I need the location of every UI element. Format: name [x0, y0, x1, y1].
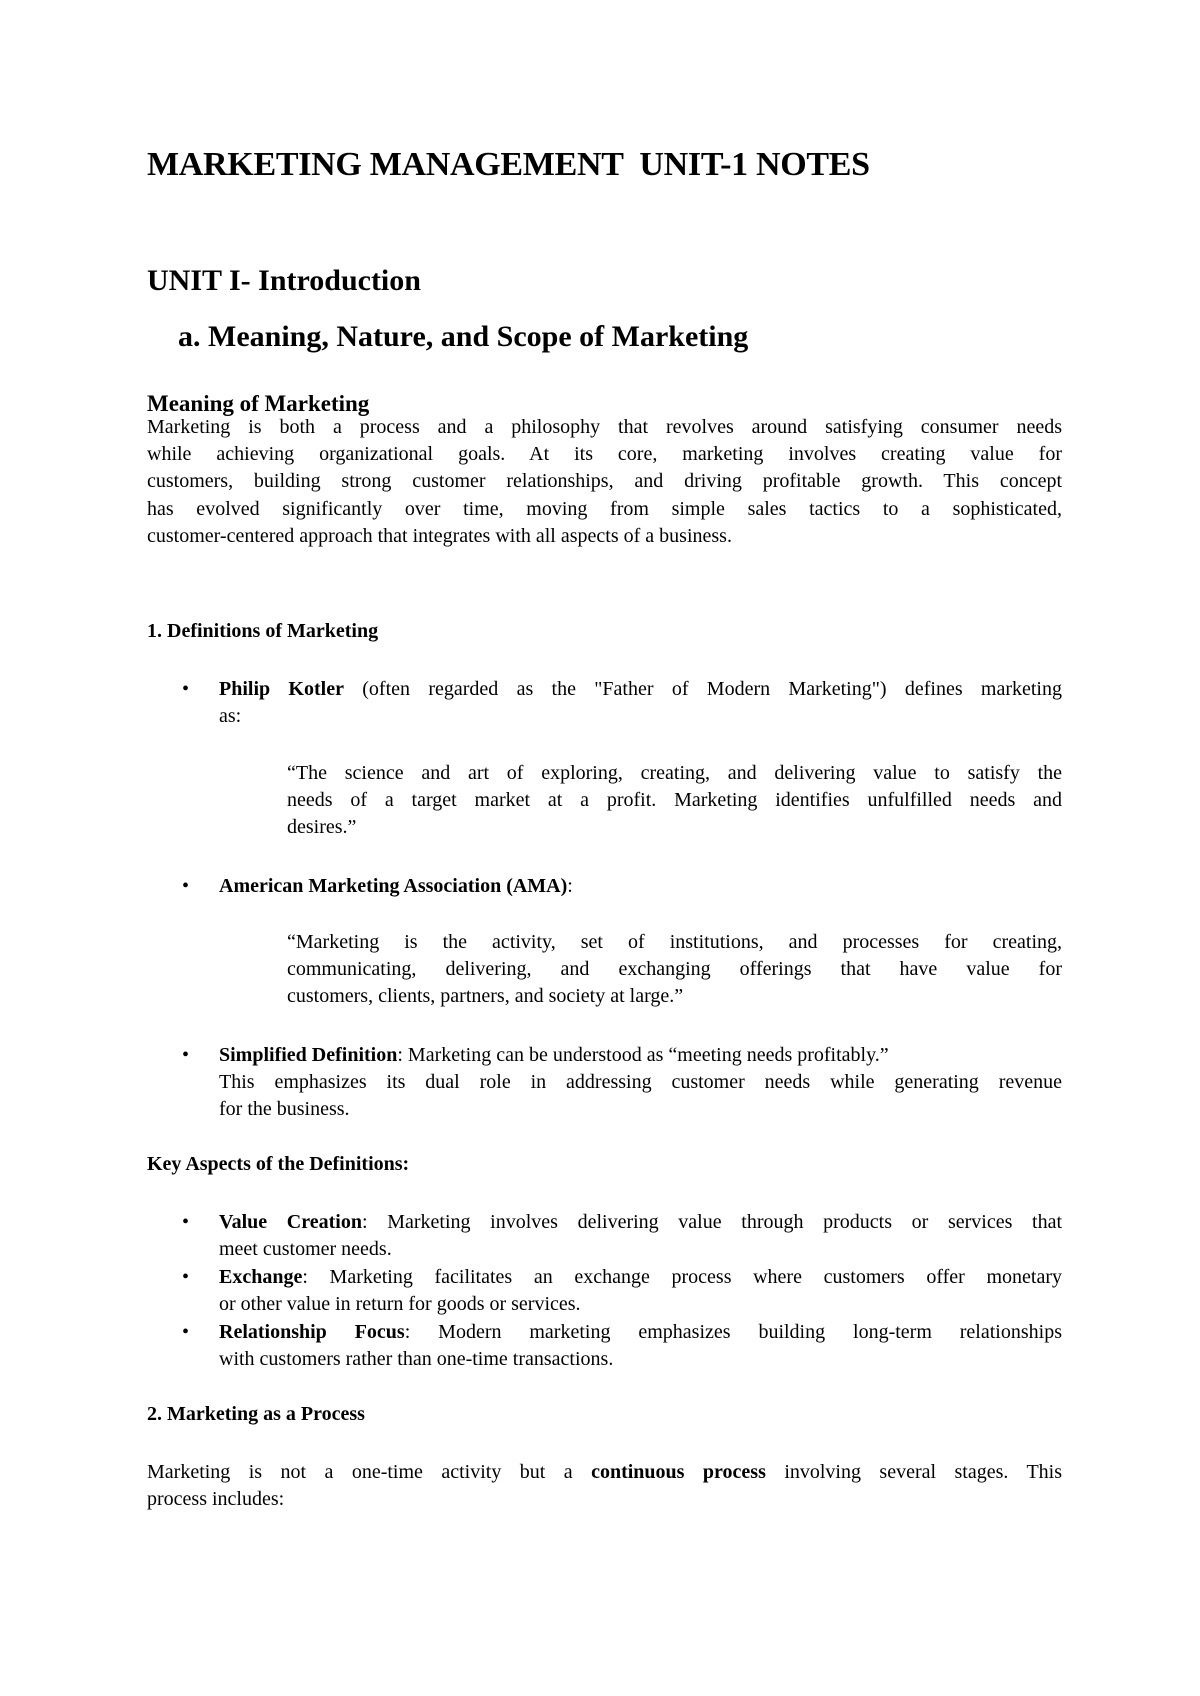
list-item-value-creation: [182, 1209, 1062, 1263]
process-emphasis: continuous process: [591, 1461, 766, 1483]
aspect-name: Exchange: [219, 1266, 303, 1288]
quote-line: “Marketing is the activity, set of institutions, and processes for creating,: [287, 931, 1062, 953]
definitions-heading: 1. Definitions of Marketing: [147, 620, 379, 642]
quote-line: needs of a target market at a profit. Marketing identifies unfulfilled needs and: [287, 789, 1062, 812]
simplified-line3: for the business.: [219, 1098, 350, 1121]
ama-text: :: [567, 875, 573, 897]
simplified-text: : Marketing can be understood as “meeting needs profitably.”: [397, 1044, 889, 1066]
simplified-line2: This emphasizes its dual role in addressing customer needs while generating revenue: [219, 1071, 1062, 1094]
meaning-line: customer-centered approach that integrates with all aspects of a business.: [147, 524, 732, 547]
kotler-name: Philip Kotler: [219, 678, 344, 700]
ama-quote: [287, 929, 1062, 1011]
kotler-text-line2: as:: [219, 705, 242, 728]
process-paragraph: [147, 1459, 1062, 1513]
bullet-icon: •: [182, 1321, 190, 1343]
list-item-kotler: [182, 676, 1062, 730]
list-item-simplified: [182, 1042, 1062, 1124]
bullet-icon: •: [182, 1044, 190, 1066]
quote-line: communicating, delivering, and exchanging offerings that have value for: [287, 958, 1062, 981]
simplified-name: Simplified Definition: [219, 1044, 398, 1066]
process-text: involving several stages. This: [765, 1461, 1063, 1483]
aspect-text: : Marketing involves delivering value through products or services that: [362, 1211, 1063, 1233]
quote-line: desires.”: [287, 816, 357, 839]
aspect-text: : Marketing facilitates an exchange process where customers offer monetary: [302, 1266, 1062, 1288]
meaning-line: Marketing is both a process and a philosophy that revolves around satisfying consumer needs: [147, 416, 1062, 438]
kotler-quote: [287, 760, 1062, 842]
quote-line: customers, clients, partners, and society at large.”: [287, 985, 684, 1008]
process-line2: process includes:: [147, 1488, 285, 1511]
meaning-paragraph: [147, 414, 1062, 550]
aspect-text-line2: with customers rather than one-time transactions.: [219, 1348, 614, 1371]
kotler-text: (often regarded as the "Father of Modern Marketing") defines marketing: [343, 678, 1062, 700]
process-heading: 2. Marketing as a Process: [147, 1403, 365, 1425]
list-item-exchange: [182, 1264, 1062, 1318]
key-aspects-heading: Key Aspects of the Definitions:: [147, 1153, 410, 1175]
list-item-ama: [182, 873, 1062, 900]
aspect-name: Value Creation: [219, 1211, 362, 1233]
ama-name: American Marketing Association (AMA): [219, 875, 568, 897]
aspect-name: Relationship Focus: [219, 1321, 405, 1343]
bullet-icon: •: [182, 1266, 190, 1288]
document-title: MARKETING MANAGEMENT UNIT-1 NOTES: [147, 146, 870, 183]
meaning-heading: Meaning of Marketing: [147, 391, 370, 416]
section-heading: a. Meaning, Nature, and Scope of Marketing: [178, 320, 749, 353]
process-text: Marketing is not a one-time activity but a: [147, 1461, 592, 1483]
meaning-line: has evolved significantly over time, moving from simple sales tactics to a sophisticated,: [147, 497, 1062, 520]
unit-heading: UNIT I- Introduction: [147, 264, 421, 297]
quote-line: “The science and art of exploring, creating, and delivering value to satisfy the: [287, 762, 1062, 784]
bullet-icon: •: [182, 1211, 190, 1233]
aspect-text-line2: or other value in return for goods or services.: [219, 1293, 581, 1316]
meaning-line: while achieving organizational goals. At its core, marketing involves creating value for: [147, 443, 1062, 466]
list-item-relationship-focus: [182, 1319, 1062, 1373]
aspect-text-line2: meet customer needs.: [219, 1238, 392, 1261]
meaning-line: customers, building strong customer relationships, and driving profitable growth. This concept: [147, 470, 1062, 493]
bullet-icon: •: [182, 678, 190, 700]
aspect-text: : Modern marketing emphasizes building long-term relationships: [404, 1321, 1062, 1343]
bullet-icon: •: [182, 875, 190, 897]
